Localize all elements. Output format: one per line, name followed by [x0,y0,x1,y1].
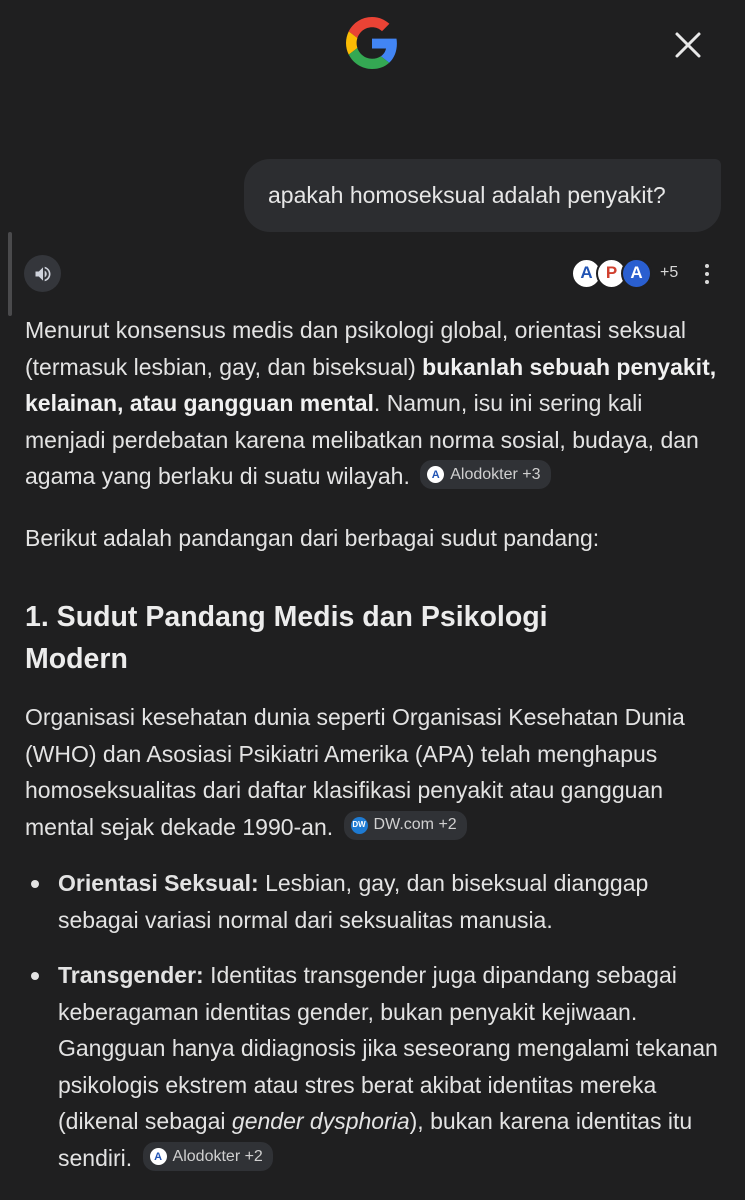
list-item: Transgender: Identitas transgender juga dipandang sebagai keberagaman identitas gender, bukan penyakit kejiwaan. Gangguan hanya didiagnosis jika seseorang mengalami tekanan psikologis ekstrem atau stres berat akibat identitas mereka (dikenal sebagai gender dysphoria), bukan karena identitas itu sendiri. A Alodokter +2 [25,957,725,1177]
bullet-icon [31,972,39,980]
alodokter-icon: A [150,1148,167,1165]
sources-button[interactable] [571,256,678,290]
close-icon [674,31,702,59]
source-avatar: P [596,258,627,289]
scrollbar[interactable] [8,232,12,316]
bullet-icon [31,880,39,888]
source-chip[interactable]: A Alodokter +2 [143,1142,273,1171]
source-avatar: A [621,258,652,289]
list-item: Orientasi Seksual: Lesbian, gay, dan biseksual dianggap sebagai variasi normal dari seksualitas manusia. [25,865,725,938]
user-message-bubble [244,159,721,232]
speaker-icon [33,264,53,284]
top-bar [0,0,745,90]
dw-icon: DW [351,817,368,834]
alodokter-icon: A [427,466,444,483]
read-aloud-button[interactable] [24,255,61,292]
response-paragraph: Berikut adalah pandangan dari berbagai sudut pandang: [25,525,600,551]
more-vert-icon [705,264,709,268]
close-button[interactable] [665,22,711,68]
section-heading: 1. Sudut Pandang Medis dan Psikologi Modern [25,601,548,675]
user-message-text: apakah homoseksual adalah penyakit? [268,182,666,208]
google-logo-icon [346,17,398,69]
response-paragraph: Organisasi kesehatan dunia seperti Organisasi Kesehatan Dunia (WHO) dan Asosiasi Psikiatri Amerika (APA) telah menghapus homoseksualitas dari daftar klasifikasi penyakit atau gangguan mental sejak dekade 1990-an. DW DW.com +2 [25,704,685,840]
source-chip[interactable]: A Alodokter +3 [420,460,550,489]
sources-more-count: +5 [660,264,679,281]
response-paragraph: Menurut konsensus medis dan psikologi global, orientasi seksual (termasuk lesbian, gay, dan biseksual) bukanlah sebuah penyakit, kelainan, atau gangguan mental. Namun, isu ini sering kali menjadi perdebatan karena melibatkan norma sosial, budaya, dan agama yang berlaku di suatu wilayah. A Alodokter +3 [25,317,717,489]
source-avatar: A [571,258,602,289]
source-chip[interactable]: DW DW.com +2 [344,811,467,840]
more-options-button[interactable] [693,258,721,290]
